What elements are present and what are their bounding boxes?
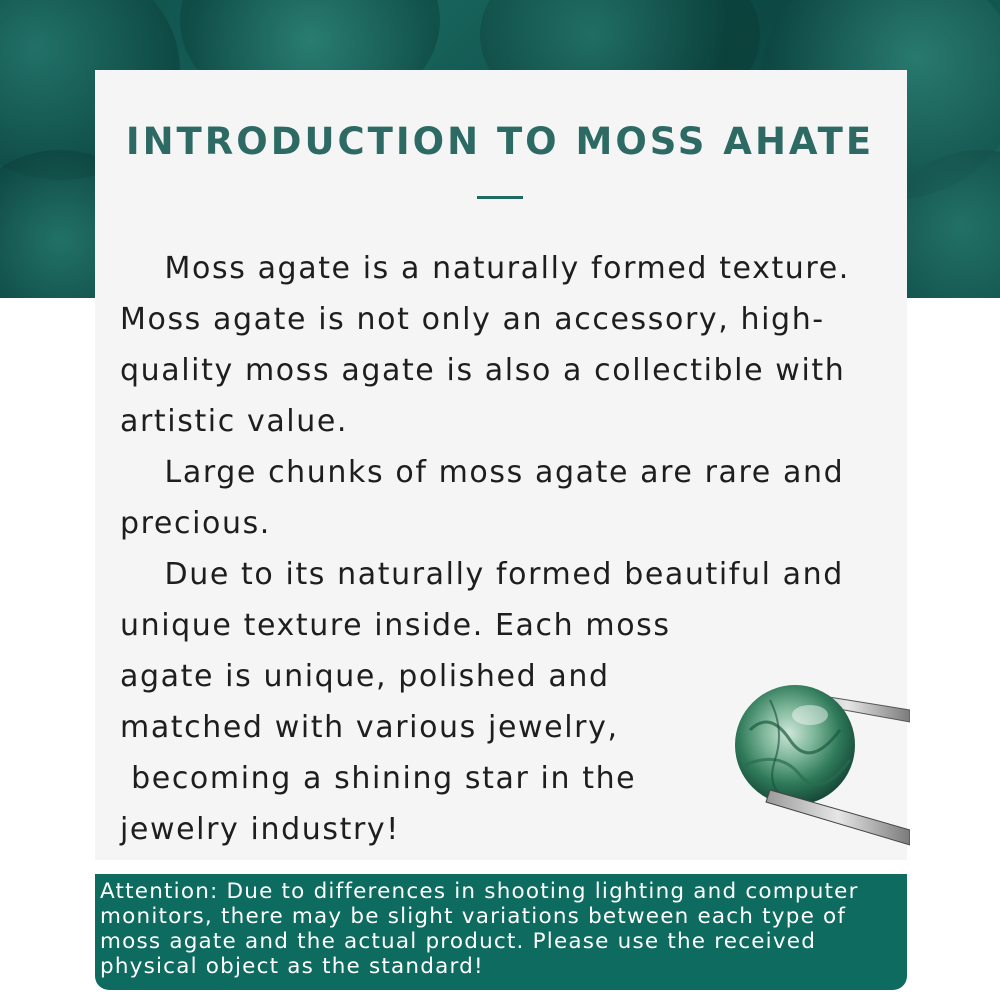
text-line: precious. — [120, 506, 271, 541]
text-line: monitors, there may be slight variations between each type of — [100, 904, 847, 929]
text-line: Due to its naturally formed beautiful and — [120, 557, 844, 592]
moss-agate-gem-image — [730, 670, 910, 860]
attention-text — [100, 879, 904, 979]
text-line: unique texture inside. Each moss — [120, 608, 671, 643]
text-line: Moss agate is not only an accessory, high- — [120, 302, 825, 337]
text-line: Moss agate is a naturally formed texture. — [120, 251, 850, 286]
text-line: quality moss agate is also a collectible with — [120, 353, 846, 388]
text-line: agate is unique, polished and — [120, 659, 610, 694]
text-line: matched with various jewelry, — [120, 710, 619, 745]
text-line: Large chunks of moss agate are rare and — [120, 455, 845, 490]
text-line: Attention: Due to differences in shooting lighting and computer — [100, 879, 859, 904]
title-divider — [477, 196, 523, 199]
text-line: physical object as the standard! — [100, 954, 484, 979]
text-line: becoming a shining star in the — [120, 761, 637, 796]
page-title: INTRODUCTION TO MOSS AHATE — [125, 120, 875, 163]
text-line: jewelry industry! — [120, 812, 400, 847]
text-line: artistic value. — [120, 404, 349, 439]
text-line: moss agate and the actual product. Please use the received — [100, 929, 817, 954]
